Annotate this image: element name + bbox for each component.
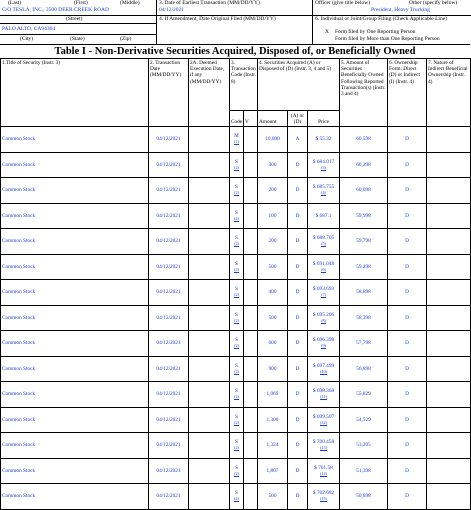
header-nature: 7. Nature of Indirect Beneficial Ownership (Instr. 4) <box>427 59 471 127</box>
street-label: (Street) <box>66 16 83 22</box>
security-title: Common Stock <box>1 407 149 433</box>
amount: 1,324 <box>258 433 288 459</box>
amount-owned: 58,898 <box>340 280 388 306</box>
table-title: Table I - Non-Derivative Securities Acquired, Disposed of, or Beneficially Owned <box>0 44 470 59</box>
relationship-filing <box>312 0 471 44</box>
nature-of-ownership <box>427 305 471 331</box>
amount: 10,000 <box>258 127 288 153</box>
table-row <box>1 331 471 357</box>
nature-of-ownership <box>427 254 471 280</box>
table-row <box>1 356 471 382</box>
deemed-date <box>189 127 230 153</box>
transaction-code: S (2) <box>230 356 244 382</box>
amount-owned: 58,398 <box>340 305 388 331</box>
deemed-date <box>189 433 230 459</box>
acquired-or-disposed: D <box>288 433 308 459</box>
acquired-or-disposed: D <box>288 356 308 382</box>
deemed-date <box>189 356 230 382</box>
security-title: Common Stock <box>1 305 149 331</box>
amount-owned: 50,898 <box>340 484 388 510</box>
price: $ 696.398 (9) <box>308 331 340 357</box>
deemed-date <box>189 407 230 433</box>
price: $ 687.1 <box>308 203 340 229</box>
price-footnote-link[interactable]: (3) <box>321 164 326 170</box>
price-footnote-link[interactable]: (10) <box>320 368 327 374</box>
nature-of-ownership <box>427 433 471 459</box>
code-footnote-link[interactable]: (2) <box>234 496 239 502</box>
price: $ 698.368 (11) <box>308 382 340 408</box>
ownership-form: D <box>388 382 427 408</box>
amount: 300 <box>258 152 288 178</box>
transaction-date: 04/12/2021 <box>149 203 189 229</box>
earliest-date-value: 04/12/2021 <box>159 7 185 13</box>
subheader-code: Code <box>230 111 244 127</box>
price-footnote-link[interactable]: (11) <box>320 394 327 400</box>
security-title: Common Stock <box>1 178 149 204</box>
acquired-or-disposed: D <box>288 458 308 484</box>
amount-owned: 60,598 <box>340 127 388 153</box>
deemed-date <box>189 229 230 255</box>
acquired-or-disposed: D <box>288 280 308 306</box>
v-cell <box>244 254 258 280</box>
subheader-a-or-d: (A) or (D) <box>288 111 308 127</box>
price-footnote-link[interactable]: (9) <box>321 343 326 349</box>
amount-owned: 56,898 <box>340 356 388 382</box>
table-row <box>1 458 471 484</box>
transaction-code: S (2) <box>230 433 244 459</box>
nature-of-ownership <box>427 382 471 408</box>
first-name-label: (First) <box>74 0 88 6</box>
code-footnote-link[interactable]: (2) <box>234 470 239 476</box>
header-date: 2. Transaction Date (MM/DD/YY) <box>149 59 189 127</box>
nature-of-ownership <box>427 229 471 255</box>
table-row <box>1 127 471 153</box>
price: $ 55.32 <box>308 127 340 153</box>
nature-of-ownership <box>427 484 471 510</box>
table-row <box>1 203 471 229</box>
deemed-date <box>189 178 230 204</box>
non-derivative-table <box>0 58 471 510</box>
transaction-date: 04/12/2021 <box>149 382 189 408</box>
v-cell <box>244 127 258 153</box>
transaction-date: 04/12/2021 <box>149 484 189 510</box>
transaction-date: 04/12/2021 <box>149 254 189 280</box>
v-cell <box>244 229 258 255</box>
price-footnote-link[interactable]: (13) <box>320 445 327 451</box>
transaction-date: 04/12/2021 <box>149 356 189 382</box>
table-row <box>1 254 471 280</box>
header-title: 1.Title of Security (Instr. 3) <box>1 59 149 127</box>
ownership-form: D <box>388 484 427 510</box>
ownership-form: D <box>388 356 427 382</box>
deemed-date <box>189 458 230 484</box>
security-title: Common Stock <box>1 331 149 357</box>
transaction-code: S (2) <box>230 229 244 255</box>
price-footnote-link[interactable]: (4) <box>321 190 326 196</box>
nature-of-ownership <box>427 331 471 357</box>
price-footnote-link[interactable]: (8) <box>321 317 326 323</box>
ownership-form: D <box>388 458 427 484</box>
header-ownership-form: 6. Ownership Form: Direct (D) or Indirect (I) (Instr. 4) <box>388 59 427 127</box>
price-footnote-link[interactable]: (7) <box>321 292 326 298</box>
v-cell <box>244 178 258 204</box>
table-row <box>1 484 471 510</box>
v-cell <box>244 331 258 357</box>
amount-owned: 60,298 <box>340 152 388 178</box>
table-row <box>1 433 471 459</box>
price: $ 691.048 (6) <box>308 254 340 280</box>
amount: 200 <box>258 178 288 204</box>
subheader-v: V <box>244 111 258 127</box>
ownership-form: D <box>388 229 427 255</box>
security-title: Common Stock <box>1 458 149 484</box>
nature-of-ownership <box>427 178 471 204</box>
v-cell <box>244 382 258 408</box>
price: $ 693.693 (7) <box>308 280 340 306</box>
transaction-code: S (2) <box>230 484 244 510</box>
table-row <box>1 382 471 408</box>
code-footnote-link[interactable]: (2) <box>234 241 239 247</box>
price-footnote-link[interactable]: (12) <box>320 419 327 425</box>
v-cell <box>244 152 258 178</box>
transaction-code: S (2) <box>230 203 244 229</box>
nature-of-ownership <box>427 458 471 484</box>
code-footnote-link[interactable]: (2) <box>234 317 239 323</box>
v-cell <box>244 484 258 510</box>
amount-owned: 57,798 <box>340 331 388 357</box>
acquired-or-disposed: D <box>288 305 308 331</box>
acquired-or-disposed: D <box>288 178 308 204</box>
acquired-or-disposed: D <box>288 203 308 229</box>
header-securities: 4. Securities Acquired (A) or Disposed of (D) (Instr. 3, 4 and 5) <box>258 59 340 111</box>
amount-owned: 59,798 <box>340 229 388 255</box>
security-title: Common Stock <box>1 254 149 280</box>
filing-more-label: Form filed by More than One Reporting Person <box>335 36 440 42</box>
price-footnote-link[interactable]: (5) <box>321 241 326 247</box>
price: $ 702.682 (15) <box>308 484 340 510</box>
deemed-date <box>189 280 230 306</box>
amount: 600 <box>258 331 288 357</box>
table-row <box>1 178 471 204</box>
code-footnote-link[interactable]: (2) <box>234 419 239 425</box>
other-label: Other (specify below) <box>409 0 458 6</box>
table-row <box>1 229 471 255</box>
transaction-date: 04/12/2021 <box>149 152 189 178</box>
transaction-date: 04/12/2021 <box>149 305 189 331</box>
price: $ 684.017 (3) <box>308 152 340 178</box>
amount: 100 <box>258 203 288 229</box>
amount-owned: 51,398 <box>340 458 388 484</box>
acquired-or-disposed: D <box>288 484 308 510</box>
security-title: Common Stock <box>1 152 149 178</box>
city-label: (City) <box>20 36 34 42</box>
amount: 1,300 <box>258 407 288 433</box>
code-footnote-link[interactable]: (2) <box>234 445 239 451</box>
v-cell <box>244 356 258 382</box>
transaction-code: S (2) <box>230 305 244 331</box>
ownership-form: D <box>388 178 427 204</box>
code-footnote-link[interactable]: (2) <box>234 343 239 349</box>
code-footnote-link[interactable]: (2) <box>234 190 239 196</box>
security-title: Common Stock <box>1 484 149 510</box>
v-cell <box>244 433 258 459</box>
ownership-form: D <box>388 407 427 433</box>
security-title: Common Stock <box>1 280 149 306</box>
v-cell <box>244 458 258 484</box>
deemed-date <box>189 484 230 510</box>
header-code: 3. Transaction Code (Instr. 8) <box>230 59 258 111</box>
acquired-or-disposed: D <box>288 331 308 357</box>
nature-of-ownership <box>427 356 471 382</box>
subheader-price: Price <box>308 111 340 127</box>
ownership-form: D <box>388 280 427 306</box>
ownership-form: D <box>388 305 427 331</box>
amount: 900 <box>258 356 288 382</box>
earliest-date-label: 3. Date of Earliest Transaction (MM/DD/YY) <box>159 0 260 6</box>
street-address[interactable]: C/O TESLA, INC., 3500 DEER CREEK ROAD <box>2 7 109 13</box>
transaction-code: S (2) <box>230 331 244 357</box>
amount-owned: 60,098 <box>340 178 388 204</box>
transaction-date: 04/12/2021 <box>149 458 189 484</box>
v-cell <box>244 305 258 331</box>
acquired-or-disposed: D <box>288 382 308 408</box>
amount: 400 <box>258 280 288 306</box>
transaction-code: S (2) <box>230 407 244 433</box>
transaction-dates <box>156 0 313 44</box>
v-cell <box>244 280 258 306</box>
transaction-date: 04/12/2021 <box>149 280 189 306</box>
middle-name-label: (Middle) <box>120 0 140 6</box>
ownership-form: D <box>388 127 427 153</box>
ownership-form: D <box>388 433 427 459</box>
nature-of-ownership <box>427 280 471 306</box>
header-deemed: 2A. Deemed Execution Date, if any (MM/DD/YY) <box>189 59 230 127</box>
nature-of-ownership <box>427 407 471 433</box>
security-title: Common Stock <box>1 127 149 153</box>
table-row <box>1 152 471 178</box>
code-footnote-link[interactable]: (2) <box>234 266 239 272</box>
officer-label: Officer (give title below) <box>315 0 371 6</box>
header-owned: 5. Amount of Securities Beneficially Owned Following Reported Transaction(s) (Instr. 3 and 4) <box>340 59 388 127</box>
code-footnote-link[interactable]: (1) <box>234 139 239 145</box>
acquired-or-disposed: D <box>288 254 308 280</box>
price: $ 695.206 (8) <box>308 305 340 331</box>
price-footnote-link[interactable]: (14) <box>320 470 327 476</box>
nature-of-ownership <box>427 152 471 178</box>
deemed-date <box>189 152 230 178</box>
price: $ 697.499 (10) <box>308 356 340 382</box>
amendment-label: 4. If Amendment, Date Original Filed (MM/DD/YY) <box>159 16 276 22</box>
table-row <box>1 280 471 306</box>
acquired-or-disposed: D <box>288 152 308 178</box>
amount: 500 <box>258 484 288 510</box>
amount: 200 <box>258 229 288 255</box>
amount-owned: 54,529 <box>340 407 388 433</box>
code-footnote-link[interactable]: (2) <box>234 292 239 298</box>
transaction-code: S (2) <box>230 382 244 408</box>
transaction-code: S (2) <box>230 280 244 306</box>
price: $ 701.58 (14) <box>308 458 340 484</box>
security-title: Common Stock <box>1 356 149 382</box>
price: $ 685.755 (4) <box>308 178 340 204</box>
filing-one-mark[interactable]: X <box>325 29 329 35</box>
last-name-label: (Last) <box>8 0 22 6</box>
city-state-zip[interactable]: PALO ALTO, CA94304 <box>2 26 56 32</box>
amount: 500 <box>258 305 288 331</box>
reporting-header <box>0 0 470 44</box>
deemed-date <box>189 203 230 229</box>
code-footnote-link[interactable]: (2) <box>234 368 239 374</box>
price: $ 699.507 (12) <box>308 407 340 433</box>
transaction-date: 04/12/2021 <box>149 229 189 255</box>
table-row <box>1 407 471 433</box>
price-footnote-link[interactable]: (6) <box>321 266 326 272</box>
subheader-amount: Amount <box>258 111 288 127</box>
transaction-date: 04/12/2021 <box>149 331 189 357</box>
deemed-date <box>189 382 230 408</box>
amount-owned: 59,998 <box>340 203 388 229</box>
zip-label: (Zip) <box>120 36 132 42</box>
amount-owned: 59,298 <box>340 254 388 280</box>
v-cell <box>244 407 258 433</box>
security-title: Common Stock <box>1 203 149 229</box>
amount: 500 <box>258 254 288 280</box>
state-label: (State) <box>70 36 85 42</box>
transaction-code: S (2) <box>230 254 244 280</box>
transaction-code: S (2) <box>230 152 244 178</box>
transaction-code: S (2) <box>230 458 244 484</box>
filing-one-label: Form filed by One Reporting Person <box>335 29 416 35</box>
filing-label: 6. Individual or Joint/Group Filing (Check Applicable Line) <box>315 16 447 22</box>
price-footnote-link[interactable]: (15) <box>320 496 327 502</box>
ownership-form: D <box>388 152 427 178</box>
ownership-form: D <box>388 254 427 280</box>
code-footnote-link[interactable]: (2) <box>234 164 239 170</box>
amount-owned: 55,829 <box>340 382 388 408</box>
deemed-date <box>189 331 230 357</box>
acquired-or-disposed: D <box>288 407 308 433</box>
nature-of-ownership <box>427 127 471 153</box>
transaction-date: 04/12/2021 <box>149 178 189 204</box>
transaction-date: 04/12/2021 <box>149 433 189 459</box>
security-title: Common Stock <box>1 229 149 255</box>
nature-of-ownership <box>427 203 471 229</box>
code-footnote-link[interactable]: (2) <box>234 215 239 221</box>
deemed-date <box>189 254 230 280</box>
officer-title: President, Heavy Trucking <box>371 7 430 13</box>
security-title: Common Stock <box>1 433 149 459</box>
ownership-form: D <box>388 331 427 357</box>
transaction-date: 04/12/2021 <box>149 127 189 153</box>
amount: 1,069 <box>258 382 288 408</box>
transaction-code: S (2) <box>230 178 244 204</box>
v-cell <box>244 203 258 229</box>
deemed-date <box>189 305 230 331</box>
price: $ 688.705 (5) <box>308 229 340 255</box>
price: $ 700.458 (13) <box>308 433 340 459</box>
transaction-code: M (1) <box>230 127 244 153</box>
amount: 1,807 <box>258 458 288 484</box>
ownership-form: D <box>388 203 427 229</box>
security-title: Common Stock <box>1 382 149 408</box>
amount-owned: 53,205 <box>340 433 388 459</box>
acquired-or-disposed: A <box>288 127 308 153</box>
table-row <box>1 305 471 331</box>
code-footnote-link[interactable]: (2) <box>234 394 239 400</box>
reporting-person-address <box>0 0 156 44</box>
acquired-or-disposed: D <box>288 229 308 255</box>
transaction-date: 04/12/2021 <box>149 407 189 433</box>
